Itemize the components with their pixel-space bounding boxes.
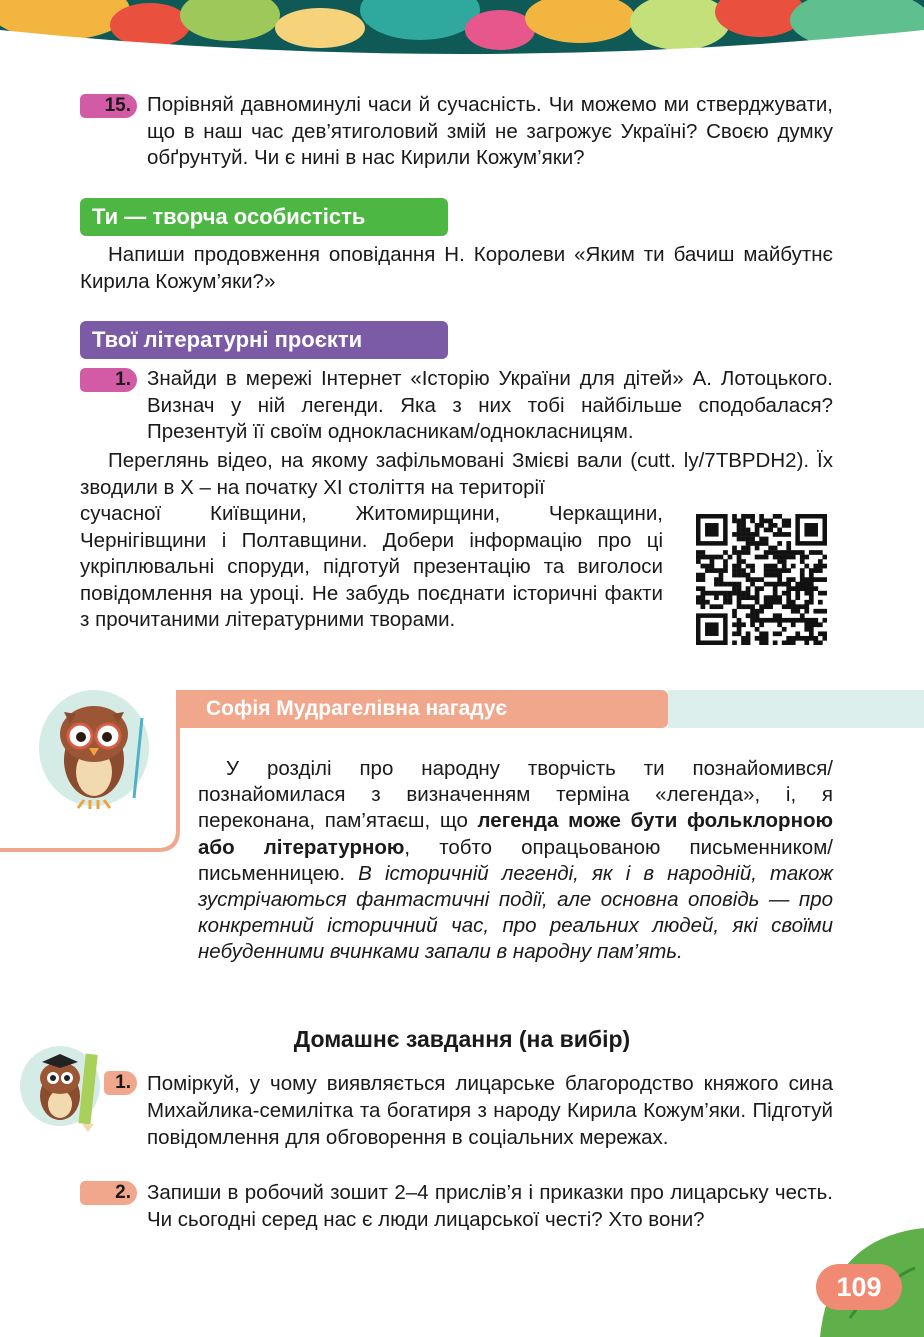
homework-number-badge-1: 1. xyxy=(104,1071,137,1095)
creative-task-text: Напиши продовження оповідання Н. Королеви «Яким ти бачиш майбутнє Кирила Кожум’яки?» xyxy=(80,243,833,293)
section-heading-creative: Ти — творча особистість xyxy=(80,198,448,236)
homework-number-badge-2: 2. xyxy=(80,1181,137,1205)
homework-item-1-text: Поміркуй, у чому виявляється лицарське благородство княжого сина Михайлика-семилітка та богатиря з народу Кирила Кожум’яки. Підготуй повідомлення для обговорення в соціальних мережах. xyxy=(147,1072,833,1149)
project-1-text: Знайди в мережі Інтернет «Історію України для дітей» А. Лотоцького. Визнач у ній легенди. Яка з них тобі найбільше сподобалася? Презентуй її своїм однокласникам/однокласницям. xyxy=(147,367,833,443)
page-number: 109 xyxy=(816,1264,902,1310)
task-15-text: Порівняй давноминулі часи й сучасність. Чи можемо ми стверджувати, що в наш час дев’ятиголовий змій не загрожує Україні? Своєю думку обґрунтуй. Чи є нині в нас Кирили Кожум’яки? xyxy=(147,93,833,169)
reminder-text xyxy=(198,756,833,966)
project-number-badge: 1. xyxy=(80,368,137,392)
task-number-badge: 15. xyxy=(80,94,137,118)
owl-teacher-illustration xyxy=(34,688,160,818)
reminder-text-italic: В історичній легенді, як і в народній, також зустрічаються фантастичні події, але основна оповідь — про конкретний історичний час, про реальних людей, які своїми небуденними вчинками запали в народну пам’ять. xyxy=(198,861,834,964)
reminder-text-part2: , тобто опрацьованою письменником/письменницею. xyxy=(198,835,833,885)
owl-graduate-illustration xyxy=(20,1040,106,1132)
reminder-heading: Софія Мудрагелівна нагадує xyxy=(176,690,668,728)
reminder-heading-band xyxy=(668,690,924,728)
qr-code[interactable] xyxy=(696,514,827,645)
video-task-text-top: Переглянь відео, на якому зафільмовані Змієві вали (cutt. ly/7TBPDH2). Їх зводили в X – на початку XI століття на території xyxy=(80,449,833,499)
homework-heading: Домашнє завдання (на вибір) xyxy=(293,1026,631,1052)
reminder-text-part1: У розділі про народну творчість ти познайомився/познайомилася з визначенням терміна «легенда», і, я переконана, пам’ятаєш, що xyxy=(198,757,833,833)
reminder-text-bold: легенда може бути фольклорною або літературною xyxy=(198,809,833,859)
section-heading-projects: Твої літературні проєкти xyxy=(80,321,448,359)
floral-header-decoration xyxy=(0,0,924,62)
homework-item-2-text: Запиши в робочий зошит 2–4 прислів’я і приказки про лицарську честь. Чи сьогодні серед нас є люди лицарської честі? Хто вони? xyxy=(147,1181,833,1231)
video-task-text-rest: сучасної Київщини, Житомирщини, Черкащини, Чернігівщини і Полтавщини. Добери інформацію про ці укріплювальні споруди, підготуй презентацію та виголоси повідомлення на уроці. Не забудь поєднати історичні факти з прочитаними літературними творами. xyxy=(80,502,663,631)
